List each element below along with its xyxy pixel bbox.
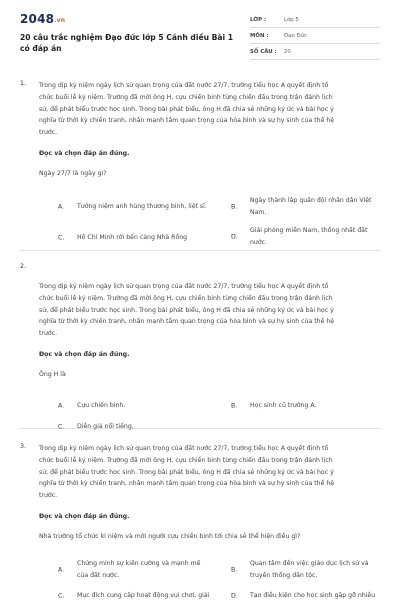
option-text-line: nước. [250,238,267,246]
option-text-line: Ngày thành lập quân đội nhân dân Việt [250,197,372,204]
passage-line: sử, để phát biểu trước học sinh. Trong bài phát biểu, ông H đã chia sẻ những ký ức và bài học ý [39,306,334,314]
option-label: B. [231,202,238,210]
answer-option[interactable] [231,225,391,248]
answer-option[interactable] [231,558,391,581]
passage-line: nghĩa từ thời kỳ chiến tranh, nhấn mạnh tầm quan trọng của hòa bình và sự hy sinh của thế hệ [39,318,335,326]
question-instruction: Đọc và chọn đáp án đúng. [39,150,130,157]
answer-option[interactable] [58,421,228,433]
answer-option[interactable] [58,232,228,244]
option-text-line: Mục đích cung cấp hoạt động vui chơi, giải [77,592,210,599]
meta-value: 20 [284,48,291,55]
passage-line: sử, để phát biểu trước học sinh. Trong bài phát biểu, ông H đã chia sẻ những ký ức và bài học ý [39,105,334,113]
site-logo[interactable] [20,12,65,26]
option-text [250,400,316,412]
option-text-line: Chứng minh sự kiên cường và mạnh mẽ [77,560,201,567]
option-label: C. [58,234,65,241]
option-label: A. [58,203,65,210]
question-number: 1. [20,80,27,87]
option-text [250,225,367,248]
answer-option[interactable] [231,195,391,218]
question-prompt: Nhà trường tổ chức kỉ niệm và mời người cựu chiến binh tới chia sẻ thể hiện điều gì? [39,533,301,540]
meta-row-subject [250,28,380,44]
question-number: 2. [20,263,27,270]
passage-line: sử, để phát biểu trước học sinh. Trong bài phát biểu, ông H đã chia sẻ những ký ức và bài học ý [39,468,334,476]
question-passage [39,80,400,139]
passage-line: Trong dịp kỷ niệm ngày lịch sử quan trọng của đất nước 27/7, trường tiểu học A quyết định tổ [39,283,329,290]
option-text [77,232,187,244]
passage-line: chức buổi lễ kỷ niệm. Trường đã mời ông H, cựu chiến binh từng chiến đấu trong trận đánh lịch [39,294,333,302]
option-text-line: truyền thống dân tộc. [250,571,318,579]
option-text-line: của đất nước. [77,571,120,579]
option-text-line: Diễn giả nổi tiếng. [77,423,134,430]
passage-line: trước. [39,492,58,500]
question-passage [39,281,400,340]
document-meta [250,12,380,60]
option-text-line: Giải phóng miền Nam, thống nhất đất [250,227,368,234]
logo-text: 2048 [20,12,55,26]
question-number: 3. [20,443,27,450]
answer-option[interactable] [58,558,228,581]
option-text-line: Hồ Chí Minh rời bến cảng Nhà Rồng [77,234,188,241]
passage-line: Trong dịp kỷ niệm ngày lịch sử quan trọng của đất nước 27/7, trường tiểu học A quyết định tổ [39,82,329,89]
passage-line: chức buổi lễ kỷ niệm. Trường đã mời ông H, cựu chiến binh từng chiến đấu trong trận đánh lịch [39,93,333,101]
meta-value: Lớp 5 [284,16,299,23]
answer-option[interactable] [58,400,228,412]
option-text-line: Quan tâm đến việc giáo dục lịch sử và [250,560,369,567]
passage-line: trước. [39,330,58,338]
passage-line: chức buổi lễ kỷ niệm. Trường đã mời ông H, cựu chiến binh từng chiến đấu trong trận đánh lịch [39,456,333,464]
option-label: D. [231,232,238,240]
passage-line: nghĩa từ thời kỳ chiến tranh, nhấn mạnh tầm quan trọng của hòa bình và sự hy sinh của thế hệ [39,480,335,488]
question-prompt: Ông H là [39,371,66,378]
question-instruction: Đọc và chọn đáp án đúng. [39,351,130,358]
answer-option[interactable] [231,400,391,412]
option-label: B. [231,565,238,573]
question-instruction: Đọc và chọn đáp án đúng. [39,513,130,520]
meta-value: Đạo Đức [284,32,308,39]
option-label: C. [58,423,65,430]
option-text [250,195,371,218]
option-text-line: Học sinh cũ trường A. [250,402,317,409]
option-text [77,201,207,213]
option-label: A. [58,402,65,409]
option-label: D. [231,592,238,599]
option-text [77,421,134,433]
option-text-line: Nam. [250,208,267,216]
passage-line: Trong dịp kỷ niệm ngày lịch sử quan trọng của đất nước 27/7, trường tiểu học A quyết định tổ [39,445,329,452]
meta-key: MÔN : [250,32,269,39]
option-text-line: Cựu chiến binh. [77,402,126,409]
logo-suffix: .vn [54,17,66,24]
option-text-line: Tạo điều kiện cho học sinh gặp gỡ nhiều [250,592,376,599]
meta-row-class [250,12,380,28]
document-header [0,0,400,68]
answer-option[interactable] [58,201,228,213]
meta-key: LỚP : [250,16,267,23]
option-label: A. [58,565,65,573]
option-text-line: Tưởng niệm anh hùng thương binh, liệt sĩ. [77,203,207,210]
passage-line: nghĩa từ thời kỳ chiến tranh, nhấn mạnh tầm quan trọng của hòa bình và sự hy sinh của thế hệ [39,117,335,125]
passage-line: trước. [39,129,58,137]
question-divider [20,250,380,251]
option-text [77,400,125,412]
option-text [77,558,200,581]
option-text [250,558,369,581]
option-label: B. [231,402,238,409]
meta-row-count [250,44,380,60]
document-title: 20 câu trắc nghiệm Đạo đức lớp 5 Cánh diều Bài 1 có đáp án [20,33,234,53]
question-passage [39,443,400,502]
meta-key: SỐ CÂU : [250,48,277,55]
option-label: C. [58,592,65,599]
question-prompt: Ngày 27/7 là ngày gì? [39,170,107,177]
